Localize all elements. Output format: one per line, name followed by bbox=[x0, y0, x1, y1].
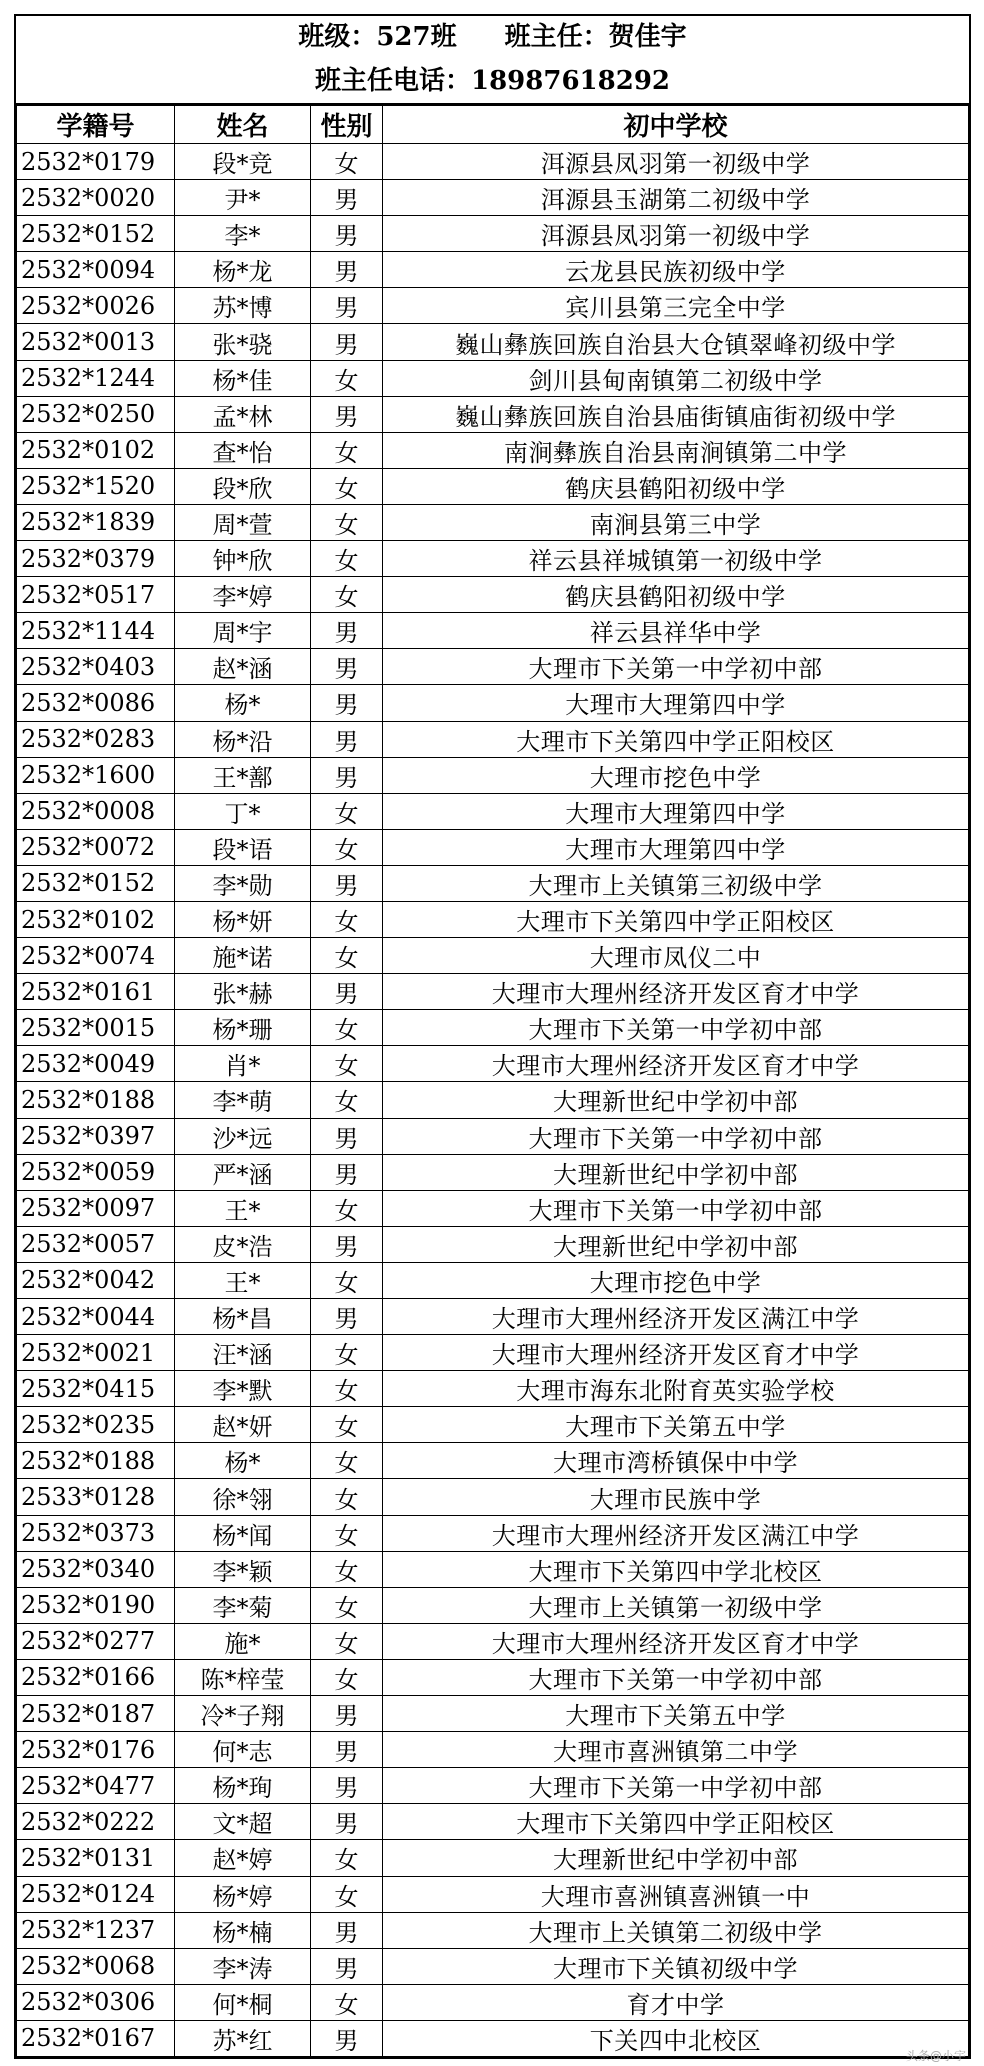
table-row bbox=[17, 1154, 969, 1190]
student-id-cell: 2532*1144 bbox=[17, 613, 175, 649]
column-header-gender: 性别 bbox=[311, 106, 383, 144]
name-cell: 杨*珣 bbox=[175, 1768, 311, 1804]
gender-cell: 女 bbox=[311, 1010, 383, 1046]
gender-cell: 男 bbox=[311, 1118, 383, 1154]
table-row bbox=[17, 1551, 969, 1587]
school-cell: 大理市民族中学 bbox=[383, 1479, 969, 1515]
school-cell: 大理新世纪中学初中部 bbox=[383, 1226, 969, 1262]
table-row bbox=[17, 1479, 969, 1515]
school-cell: 大理市下关第一中学初中部 bbox=[383, 1118, 969, 1154]
table-header-row bbox=[17, 106, 969, 144]
name-cell: 李* bbox=[175, 216, 311, 252]
name-cell: 杨*妍 bbox=[175, 901, 311, 937]
table-row bbox=[17, 1371, 969, 1407]
table-row bbox=[17, 1190, 969, 1226]
school-cell: 育才中学 bbox=[383, 1984, 969, 2020]
gender-cell: 女 bbox=[311, 1371, 383, 1407]
gender-cell: 女 bbox=[311, 360, 383, 396]
gender-cell: 女 bbox=[311, 432, 383, 468]
school-cell: 大理市大理第四中学 bbox=[383, 829, 969, 865]
student-id-cell: 2532*0415 bbox=[17, 1371, 175, 1407]
name-cell: 李*颖 bbox=[175, 1551, 311, 1587]
class-roster-sheet bbox=[14, 14, 971, 2059]
table-row bbox=[17, 1407, 969, 1443]
student-id-cell: 2532*0161 bbox=[17, 974, 175, 1010]
table-row bbox=[17, 2020, 969, 2056]
name-cell: 杨*昌 bbox=[175, 1299, 311, 1335]
student-id-cell: 2532*0131 bbox=[17, 1840, 175, 1876]
student-id-cell: 2532*0166 bbox=[17, 1659, 175, 1695]
table-row bbox=[17, 541, 969, 577]
student-id-cell: 2532*0517 bbox=[17, 577, 175, 613]
gender-cell: 女 bbox=[311, 901, 383, 937]
name-cell: 肖* bbox=[175, 1046, 311, 1082]
gender-cell: 男 bbox=[311, 252, 383, 288]
school-cell: 大理市海东北附育英实验学校 bbox=[383, 1371, 969, 1407]
school-cell: 巍山彝族回族自治县庙街镇庙街初级中学 bbox=[383, 396, 969, 432]
student-id-cell: 2532*0283 bbox=[17, 721, 175, 757]
gender-cell: 男 bbox=[311, 1226, 383, 1262]
gender-cell: 男 bbox=[311, 1299, 383, 1335]
name-cell: 张*赫 bbox=[175, 974, 311, 1010]
name-cell: 张*骁 bbox=[175, 324, 311, 360]
watermark: 头条@小宇 bbox=[905, 2049, 966, 2063]
gender-cell: 女 bbox=[311, 1190, 383, 1226]
name-cell: 文*超 bbox=[175, 1804, 311, 1840]
student-id-cell: 2532*0403 bbox=[17, 649, 175, 685]
name-cell: 段*语 bbox=[175, 829, 311, 865]
roster-body bbox=[17, 144, 969, 2057]
name-cell: 孟*林 bbox=[175, 396, 311, 432]
header-line-2 bbox=[16, 59, 969, 103]
roster-header bbox=[16, 16, 969, 105]
school-cell: 祥云县祥城镇第一初级中学 bbox=[383, 541, 969, 577]
name-cell: 李*萌 bbox=[175, 1082, 311, 1118]
table-row bbox=[17, 1226, 969, 1262]
name-cell: 汪*涵 bbox=[175, 1335, 311, 1371]
gender-cell: 女 bbox=[311, 938, 383, 974]
name-cell: 段*欣 bbox=[175, 468, 311, 504]
student-id-cell: 2532*0477 bbox=[17, 1768, 175, 1804]
name-cell: 李*菊 bbox=[175, 1587, 311, 1623]
student-id-cell: 2532*0102 bbox=[17, 901, 175, 937]
student-id-cell: 2532*0068 bbox=[17, 1948, 175, 1984]
gender-cell: 女 bbox=[311, 1515, 383, 1551]
gender-cell: 男 bbox=[311, 649, 383, 685]
student-id-cell: 2532*0277 bbox=[17, 1623, 175, 1659]
gender-cell: 女 bbox=[311, 1623, 383, 1659]
table-row bbox=[17, 865, 969, 901]
table-row bbox=[17, 829, 969, 865]
school-cell: 大理市大理州经济开发区育才中学 bbox=[383, 974, 969, 1010]
student-id-cell: 2532*0094 bbox=[17, 252, 175, 288]
table-row bbox=[17, 1696, 969, 1732]
table-row bbox=[17, 1732, 969, 1768]
gender-cell: 女 bbox=[311, 1587, 383, 1623]
table-row bbox=[17, 360, 969, 396]
gender-cell: 男 bbox=[311, 1912, 383, 1948]
school-cell: 大理市下关第五中学 bbox=[383, 1407, 969, 1443]
student-id-cell: 2532*0059 bbox=[17, 1154, 175, 1190]
name-cell: 何*桐 bbox=[175, 1984, 311, 2020]
name-cell: 何*志 bbox=[175, 1732, 311, 1768]
gender-cell: 男 bbox=[311, 974, 383, 1010]
class-label: 班级：527班 bbox=[298, 22, 457, 52]
name-cell: 陈*梓莹 bbox=[175, 1659, 311, 1695]
name-cell: 杨*沿 bbox=[175, 721, 311, 757]
school-cell: 洱源县凤羽第一初级中学 bbox=[383, 144, 969, 180]
student-id-cell: 2532*0015 bbox=[17, 1010, 175, 1046]
school-cell: 鹤庆县鹤阳初级中学 bbox=[383, 468, 969, 504]
gender-cell: 男 bbox=[311, 396, 383, 432]
gender-cell: 男 bbox=[311, 1732, 383, 1768]
name-cell: 杨*闻 bbox=[175, 1515, 311, 1551]
table-row bbox=[17, 324, 969, 360]
name-cell: 尹* bbox=[175, 180, 311, 216]
name-cell: 杨* bbox=[175, 685, 311, 721]
name-cell: 杨*婷 bbox=[175, 1876, 311, 1912]
school-cell: 大理市大理州经济开发区育才中学 bbox=[383, 1335, 969, 1371]
table-row bbox=[17, 396, 969, 432]
school-cell: 南涧彝族自治县南涧镇第二中学 bbox=[383, 432, 969, 468]
student-id-cell: 2532*0020 bbox=[17, 180, 175, 216]
column-header-school: 初中学校 bbox=[383, 106, 969, 144]
school-cell: 大理市下关第一中学初中部 bbox=[383, 649, 969, 685]
school-cell: 大理市下关第一中学初中部 bbox=[383, 1010, 969, 1046]
table-row bbox=[17, 757, 969, 793]
school-cell: 大理市下关第一中学初中部 bbox=[383, 1768, 969, 1804]
table-row bbox=[17, 1118, 969, 1154]
gender-cell: 男 bbox=[311, 685, 383, 721]
name-cell: 杨*龙 bbox=[175, 252, 311, 288]
name-cell: 王*鄯 bbox=[175, 757, 311, 793]
name-cell: 苏*红 bbox=[175, 2020, 311, 2056]
school-cell: 大理新世纪中学初中部 bbox=[383, 1840, 969, 1876]
school-cell: 大理市挖色中学 bbox=[383, 1262, 969, 1298]
student-id-cell: 2532*0190 bbox=[17, 1587, 175, 1623]
gender-cell: 女 bbox=[311, 1046, 383, 1082]
table-row bbox=[17, 974, 969, 1010]
student-id-cell: 2532*0152 bbox=[17, 216, 175, 252]
student-id-cell: 2532*0042 bbox=[17, 1262, 175, 1298]
column-header-student-id: 学籍号 bbox=[17, 106, 175, 144]
name-cell: 杨*珊 bbox=[175, 1010, 311, 1046]
table-row bbox=[17, 504, 969, 540]
student-id-cell: 2532*0306 bbox=[17, 1984, 175, 2020]
school-cell: 大理市大理州经济开发区满江中学 bbox=[383, 1515, 969, 1551]
school-cell: 大理市喜洲镇喜洲镇一中 bbox=[383, 1876, 969, 1912]
table-row bbox=[17, 649, 969, 685]
student-id-cell: 2532*0179 bbox=[17, 144, 175, 180]
gender-cell: 女 bbox=[311, 1335, 383, 1371]
school-cell: 大理市凤仪二中 bbox=[383, 938, 969, 974]
gender-cell: 女 bbox=[311, 144, 383, 180]
school-cell: 大理市湾桥镇保中中学 bbox=[383, 1443, 969, 1479]
table-row bbox=[17, 252, 969, 288]
table-row bbox=[17, 577, 969, 613]
name-cell: 杨*佳 bbox=[175, 360, 311, 396]
teacher-phone-label: 班主任电话：18987618292 bbox=[315, 66, 670, 96]
school-cell: 大理市上关镇第二初级中学 bbox=[383, 1912, 969, 1948]
student-id-cell: 2532*0124 bbox=[17, 1876, 175, 1912]
student-id-cell: 2532*0021 bbox=[17, 1335, 175, 1371]
gender-cell: 男 bbox=[311, 757, 383, 793]
gender-cell: 女 bbox=[311, 541, 383, 577]
name-cell: 严*涵 bbox=[175, 1154, 311, 1190]
school-cell: 大理市下关第四中学北校区 bbox=[383, 1551, 969, 1587]
school-cell: 祥云县祥华中学 bbox=[383, 613, 969, 649]
school-cell: 大理新世纪中学初中部 bbox=[383, 1154, 969, 1190]
table-row bbox=[17, 1948, 969, 1984]
school-cell: 洱源县玉湖第二初级中学 bbox=[383, 180, 969, 216]
student-id-cell: 2532*0044 bbox=[17, 1299, 175, 1335]
table-row bbox=[17, 216, 969, 252]
gender-cell: 女 bbox=[311, 577, 383, 613]
name-cell: 钟*欣 bbox=[175, 541, 311, 577]
table-row bbox=[17, 1659, 969, 1695]
name-cell: 李*涛 bbox=[175, 1948, 311, 1984]
student-id-cell: 2532*0397 bbox=[17, 1118, 175, 1154]
name-cell: 施* bbox=[175, 1623, 311, 1659]
student-id-cell: 2532*0379 bbox=[17, 541, 175, 577]
name-cell: 丁* bbox=[175, 793, 311, 829]
student-id-cell: 2532*0057 bbox=[17, 1226, 175, 1262]
table-row bbox=[17, 288, 969, 324]
gender-cell: 女 bbox=[311, 1262, 383, 1298]
school-cell: 大理新世纪中学初中部 bbox=[383, 1082, 969, 1118]
header-line-1 bbox=[16, 16, 969, 59]
gender-cell: 女 bbox=[311, 1407, 383, 1443]
school-cell: 大理市下关第四中学正阳校区 bbox=[383, 721, 969, 757]
student-id-cell: 2532*0250 bbox=[17, 396, 175, 432]
table-row bbox=[17, 1262, 969, 1298]
name-cell: 段*竞 bbox=[175, 144, 311, 180]
school-cell: 大理市下关第五中学 bbox=[383, 1696, 969, 1732]
gender-cell: 女 bbox=[311, 468, 383, 504]
student-id-cell: 2532*0049 bbox=[17, 1046, 175, 1082]
table-row bbox=[17, 1587, 969, 1623]
table-row bbox=[17, 721, 969, 757]
student-id-cell: 2533*0128 bbox=[17, 1479, 175, 1515]
school-cell: 大理市下关第四中学正阳校区 bbox=[383, 901, 969, 937]
student-id-cell: 2532*0102 bbox=[17, 432, 175, 468]
table-row bbox=[17, 144, 969, 180]
table-row bbox=[17, 1876, 969, 1912]
name-cell: 李*勋 bbox=[175, 865, 311, 901]
student-id-cell: 2532*0235 bbox=[17, 1407, 175, 1443]
gender-cell: 女 bbox=[311, 1082, 383, 1118]
student-id-cell: 2532*0176 bbox=[17, 1732, 175, 1768]
gender-cell: 女 bbox=[311, 1551, 383, 1587]
school-cell: 大理市喜洲镇第二中学 bbox=[383, 1732, 969, 1768]
roster-table bbox=[16, 105, 969, 2057]
school-cell: 云龙县民族初级中学 bbox=[383, 252, 969, 288]
gender-cell: 女 bbox=[311, 1659, 383, 1695]
school-cell: 大理市大理州经济开发区满江中学 bbox=[383, 1299, 969, 1335]
table-row bbox=[17, 1299, 969, 1335]
student-id-cell: 2532*0188 bbox=[17, 1443, 175, 1479]
school-cell: 大理市下关第一中学初中部 bbox=[383, 1190, 969, 1226]
gender-cell: 女 bbox=[311, 1840, 383, 1876]
student-id-cell: 2532*0222 bbox=[17, 1804, 175, 1840]
gender-cell: 女 bbox=[311, 793, 383, 829]
name-cell: 李*默 bbox=[175, 1371, 311, 1407]
student-id-cell: 2532*0187 bbox=[17, 1696, 175, 1732]
gender-cell: 男 bbox=[311, 216, 383, 252]
gender-cell: 女 bbox=[311, 504, 383, 540]
school-cell: 南涧县第三中学 bbox=[383, 504, 969, 540]
table-row bbox=[17, 1335, 969, 1371]
name-cell: 沙*远 bbox=[175, 1118, 311, 1154]
school-cell: 巍山彝族回族自治县大仓镇翠峰初级中学 bbox=[383, 324, 969, 360]
school-cell: 大理市下关第一中学初中部 bbox=[383, 1659, 969, 1695]
table-row bbox=[17, 1840, 969, 1876]
name-cell: 周*宇 bbox=[175, 613, 311, 649]
student-id-cell: 2532*0074 bbox=[17, 938, 175, 974]
name-cell: 周*萱 bbox=[175, 504, 311, 540]
school-cell: 大理市大理州经济开发区育才中学 bbox=[383, 1623, 969, 1659]
table-row bbox=[17, 1912, 969, 1948]
school-cell: 大理市上关镇第一初级中学 bbox=[383, 1587, 969, 1623]
table-row bbox=[17, 1984, 969, 2020]
gender-cell: 男 bbox=[311, 324, 383, 360]
table-row bbox=[17, 180, 969, 216]
school-cell: 洱源县凤羽第一初级中学 bbox=[383, 216, 969, 252]
teacher-label: 班主任：贺佳宇 bbox=[504, 22, 687, 52]
table-row bbox=[17, 938, 969, 974]
gender-cell: 女 bbox=[311, 1443, 383, 1479]
gender-cell: 男 bbox=[311, 180, 383, 216]
school-cell: 宾川县第三完全中学 bbox=[383, 288, 969, 324]
name-cell: 苏*博 bbox=[175, 288, 311, 324]
name-cell: 皮*浩 bbox=[175, 1226, 311, 1262]
table-row bbox=[17, 613, 969, 649]
name-cell: 赵*婷 bbox=[175, 1840, 311, 1876]
school-cell: 大理市上关镇第三初级中学 bbox=[383, 865, 969, 901]
gender-cell: 男 bbox=[311, 865, 383, 901]
school-cell: 鹤庆县鹤阳初级中学 bbox=[383, 577, 969, 613]
name-cell: 李*婷 bbox=[175, 577, 311, 613]
name-cell: 王* bbox=[175, 1262, 311, 1298]
gender-cell: 男 bbox=[311, 613, 383, 649]
name-cell: 赵*妍 bbox=[175, 1407, 311, 1443]
gender-cell: 男 bbox=[311, 288, 383, 324]
school-cell: 大理市挖色中学 bbox=[383, 757, 969, 793]
student-id-cell: 2532*1839 bbox=[17, 504, 175, 540]
table-row bbox=[17, 1010, 969, 1046]
school-cell: 下关四中北校区 bbox=[383, 2020, 969, 2056]
school-cell: 大理市大理第四中学 bbox=[383, 685, 969, 721]
student-id-cell: 2532*0097 bbox=[17, 1190, 175, 1226]
table-row bbox=[17, 901, 969, 937]
name-cell: 王* bbox=[175, 1190, 311, 1226]
gender-cell: 女 bbox=[311, 829, 383, 865]
student-id-cell: 2532*0008 bbox=[17, 793, 175, 829]
gender-cell: 女 bbox=[311, 1876, 383, 1912]
student-id-cell: 2532*1520 bbox=[17, 468, 175, 504]
school-cell: 剑川县甸南镇第二初级中学 bbox=[383, 360, 969, 396]
student-id-cell: 2532*1244 bbox=[17, 360, 175, 396]
gender-cell: 男 bbox=[311, 1154, 383, 1190]
table-row bbox=[17, 1623, 969, 1659]
table-row bbox=[17, 468, 969, 504]
table-row bbox=[17, 1046, 969, 1082]
table-row bbox=[17, 793, 969, 829]
table-row bbox=[17, 1804, 969, 1840]
student-id-cell: 2532*0188 bbox=[17, 1082, 175, 1118]
student-id-cell: 2532*0086 bbox=[17, 685, 175, 721]
name-cell: 杨*楠 bbox=[175, 1912, 311, 1948]
gender-cell: 男 bbox=[311, 2020, 383, 2056]
student-id-cell: 2532*1237 bbox=[17, 1912, 175, 1948]
gender-cell: 男 bbox=[311, 1696, 383, 1732]
table-row bbox=[17, 1082, 969, 1118]
student-id-cell: 2532*0373 bbox=[17, 1515, 175, 1551]
gender-cell: 女 bbox=[311, 1479, 383, 1515]
name-cell: 杨* bbox=[175, 1443, 311, 1479]
student-id-cell: 2532*0026 bbox=[17, 288, 175, 324]
gender-cell: 女 bbox=[311, 1984, 383, 2020]
name-cell: 施*诺 bbox=[175, 938, 311, 974]
name-cell: 冷*子翔 bbox=[175, 1696, 311, 1732]
table-row bbox=[17, 1768, 969, 1804]
table-row bbox=[17, 1515, 969, 1551]
name-cell: 查*怡 bbox=[175, 432, 311, 468]
school-cell: 大理市下关镇初级中学 bbox=[383, 1948, 969, 1984]
school-cell: 大理市大理第四中学 bbox=[383, 793, 969, 829]
gender-cell: 男 bbox=[311, 1804, 383, 1840]
school-cell: 大理市下关第四中学正阳校区 bbox=[383, 1804, 969, 1840]
table-row bbox=[17, 1443, 969, 1479]
name-cell: 徐*翎 bbox=[175, 1479, 311, 1515]
student-id-cell: 2532*0152 bbox=[17, 865, 175, 901]
name-cell: 赵*涵 bbox=[175, 649, 311, 685]
column-header-name: 姓名 bbox=[175, 106, 311, 144]
student-id-cell: 2532*1600 bbox=[17, 757, 175, 793]
student-id-cell: 2532*0013 bbox=[17, 324, 175, 360]
gender-cell: 男 bbox=[311, 1768, 383, 1804]
table-row bbox=[17, 685, 969, 721]
student-id-cell: 2532*0167 bbox=[17, 2020, 175, 2056]
school-cell: 大理市大理州经济开发区育才中学 bbox=[383, 1046, 969, 1082]
table-row bbox=[17, 432, 969, 468]
gender-cell: 男 bbox=[311, 1948, 383, 1984]
student-id-cell: 2532*0072 bbox=[17, 829, 175, 865]
student-id-cell: 2532*0340 bbox=[17, 1551, 175, 1587]
gender-cell: 男 bbox=[311, 721, 383, 757]
